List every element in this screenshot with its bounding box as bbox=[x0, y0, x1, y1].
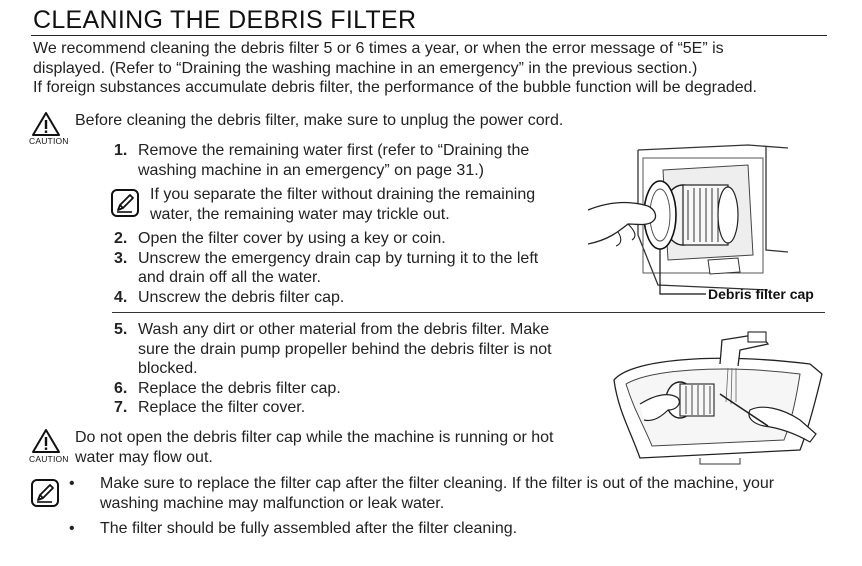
step-text: Remove the remaining water first (refer to “Draining the bbox=[138, 142, 530, 159]
title-divider bbox=[31, 35, 827, 36]
caution-label-2: CAUTION bbox=[29, 454, 69, 464]
note-2-bullet-2: The filter should be fully assembled after the filter cleaning. bbox=[100, 520, 518, 537]
step-text: Open the filter cover by using a key or coin. bbox=[138, 230, 446, 247]
step-text: Replace the filter cover. bbox=[138, 399, 306, 416]
caution-text-1: Before cleaning the debris filter, make sure to unplug the power cord. bbox=[75, 112, 564, 129]
note-2-bullet-1-line-1: Make sure to replace the filter cap after the filter cleaning. If the filter is out of the machine, your bbox=[100, 475, 775, 492]
section-divider bbox=[112, 312, 825, 313]
step-number: 3. bbox=[114, 249, 128, 267]
step-5-line-3: blocked. bbox=[138, 360, 198, 377]
caution-label: CAUTION bbox=[29, 136, 69, 146]
bullet-2: • bbox=[69, 520, 75, 537]
figure-1-label: Debris filter cap bbox=[708, 286, 814, 302]
figure-filter-washing bbox=[600, 330, 826, 471]
step-7 bbox=[114, 398, 305, 418]
caution-icon-2 bbox=[31, 428, 61, 454]
intro-line-1: We recommend cleaning the debris filter 5 or 6 times a year, or when the error message of “5E” is bbox=[33, 40, 724, 57]
step-1 bbox=[114, 141, 529, 161]
bullet-1: • bbox=[69, 475, 75, 492]
page-title: CLEANING THE DEBRIS FILTER bbox=[33, 6, 417, 34]
caution-text-2-line-2: water may flow out. bbox=[75, 448, 213, 466]
note-1-line-2: water, the remaining water may trickle out. bbox=[150, 205, 450, 223]
step-text: Wash any dirt or other material from the debris filter. Make bbox=[138, 321, 550, 338]
step-number: 5. bbox=[114, 321, 128, 338]
figure-filter-removal bbox=[588, 140, 788, 305]
step-5 bbox=[114, 320, 549, 340]
note-1-line-1: If you separate the filter without draining the remaining bbox=[150, 186, 536, 203]
caution-text-2-line-1: Do not open the debris filter cap while the machine is running or hot bbox=[75, 429, 554, 446]
step-number: 1. bbox=[114, 142, 128, 159]
filter-removal-illustration bbox=[588, 140, 788, 300]
step-6 bbox=[114, 379, 341, 399]
step-text: Replace the debris filter cap. bbox=[138, 379, 341, 397]
step-1-line-2: washing machine in an emergency” on page 31.) bbox=[138, 161, 484, 179]
caution-icon bbox=[31, 111, 61, 137]
step-text: Unscrew the emergency drain cap by turning it to the left bbox=[138, 249, 539, 267]
intro-line-3: If foreign substances accumulate debris filter, the performance of the bubble function will be degraded. bbox=[33, 79, 757, 96]
intro-line-2: displayed. (Refer to “Draining the washing machine in an emergency” in the previous section.) bbox=[33, 59, 698, 77]
step-3-line-2: and drain off all the water. bbox=[138, 269, 321, 286]
step-5-line-2: sure the drain pump propeller behind the debris filter is not bbox=[138, 340, 552, 358]
step-number: 2. bbox=[114, 230, 128, 247]
note-icon-2 bbox=[30, 478, 60, 508]
step-number: 6. bbox=[114, 379, 128, 397]
step-text: Unscrew the debris filter cap. bbox=[138, 288, 345, 306]
note-2-bullet-1-line-2: washing machine may malfunction or leak water. bbox=[100, 494, 445, 512]
filter-washing-illustration bbox=[600, 330, 826, 466]
step-number: 7. bbox=[114, 399, 128, 416]
step-2 bbox=[114, 229, 446, 249]
step-4 bbox=[114, 288, 344, 308]
note-icon bbox=[110, 188, 140, 218]
step-3 bbox=[114, 249, 538, 269]
step-number: 4. bbox=[114, 288, 128, 306]
